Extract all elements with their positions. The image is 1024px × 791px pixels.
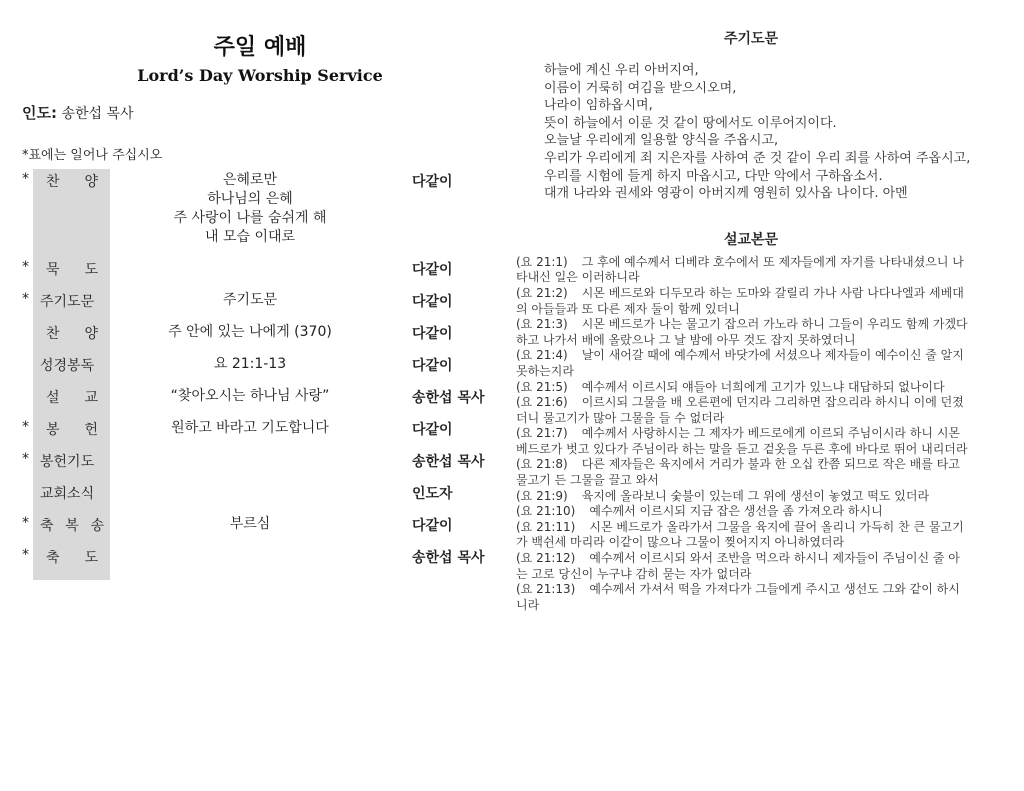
- order-leader: 다같이: [412, 518, 453, 534]
- verse-text: 시몬 베드로와 디두모라 하는 도마와 갈릴리 가나 사람 나다나엘과 세베대의 아들들과 또 다른 제자 둘이 함께 있더니: [516, 285, 964, 316]
- verse: [516, 426, 968, 457]
- verse-text: 예수께서 가셔서 떡을 가져다가 그들에게 주시고 생선도 그와 같이 하시니라: [516, 582, 960, 612]
- order-leader: 송한섭 목사: [412, 390, 485, 406]
- order-content-line: 하나님의 은혜: [207, 191, 293, 207]
- verse-text: 이르시되 그물을 배 오른편에 던지라 그리하면 잡으리라 하시니 이에 던졌더니 물고기가 많아 그물을 들 수 없더라: [516, 395, 964, 425]
- stand-marker: *: [22, 547, 29, 563]
- verse-ref: (요 21:13): [516, 582, 576, 597]
- order-content-line: 요 21:1-13: [213, 356, 287, 372]
- verse-ref: (요 21:7): [516, 426, 568, 441]
- order-item: 교회소식: [40, 486, 95, 502]
- stand-marker: *: [22, 171, 29, 187]
- verse: [516, 520, 968, 551]
- verse-text: 다른 제자들은 육지에서 거리가 불과 한 오십 칸쯤 되므로 작은 배를 타고 물고기 든 그물을 끌고 와서: [516, 457, 960, 488]
- prayer-line: 우리가 우리에게 죄 지은자를 사하여 준 것 같이 우리 죄를 사하여 주옵시고,: [544, 150, 971, 166]
- verse-text: 예수께서 사랑하시는 그 제자가 베드로에게 이르되 주님이시라 하니 시몬 베드로가 벗고 있다가 주님이라 하는 말을 듣고 겉옷을 두른 후에 바다로 뛰어 내리더라: [516, 426, 968, 456]
- verse: [516, 286, 968, 317]
- order-content: [130, 387, 370, 406]
- order-leader: 다같이: [412, 174, 453, 190]
- order-content: [130, 419, 370, 438]
- order-content-line: 주 사랑이 나를 숨쉬게 해: [173, 210, 327, 226]
- order-leader: 다같이: [412, 262, 453, 278]
- verse-text: 예수께서 이르시되 얘들아 너희에게 고기가 있느냐 대답하되 없나이다: [581, 379, 945, 394]
- verse-text: 날이 새어갈 때에 예수께서 바닷가에 서셨으나 제자들이 예수이신 줄 알지 못하는지라: [516, 348, 964, 378]
- verse: [516, 317, 968, 348]
- prayer-line: 대개 나라와 권세와 영광이 아버지께 영원히 있사옵 나이다. 아멘: [544, 186, 908, 202]
- order-content: [130, 515, 370, 534]
- leader-line: [22, 102, 134, 123]
- verse: [516, 551, 968, 582]
- order-leader: 송한섭 목사: [412, 550, 485, 566]
- order-leader: 인도자: [412, 486, 453, 502]
- order-item: 봉헌기도: [40, 454, 95, 470]
- text-panel: [516, 28, 986, 613]
- stand-marker: *: [22, 419, 29, 435]
- verse-ref: (요 21:8): [516, 457, 568, 472]
- order-content-line: 내 모습 이대로: [204, 229, 296, 245]
- prayer-line: 나라이 임하옵시며,: [544, 98, 653, 114]
- order-content-line: 은혜로만: [222, 172, 278, 188]
- order-item: 봉 헌: [46, 422, 98, 438]
- stand-marker: *: [22, 451, 29, 467]
- verse: [516, 380, 968, 396]
- order-item: 묵 도: [46, 262, 98, 278]
- stand-marker: *: [22, 515, 29, 531]
- leader-label: 인도:: [22, 104, 57, 122]
- prayer-line: 오늘날 우리에게 일용할 양식을 주옵시고,: [544, 133, 779, 149]
- order-item: 성경봉독: [40, 358, 95, 374]
- verse-text: 시몬 베드로가 나는 물고기 잡으러 가노라 하니 그들이 우리도 함께 가겠다 하고 나가서 배에 올랐으나 그 날 밤에 아무 것도 잡지 못하였더니: [516, 317, 968, 347]
- sermon-heading: 설교본문: [723, 231, 779, 248]
- prayer-line: 이름이 거룩히 여김을 받으시오며,: [544, 80, 737, 96]
- order-item: 축 도: [46, 550, 98, 566]
- verse: [516, 457, 968, 488]
- order-item: 주기도문: [40, 294, 95, 310]
- order-item: 설 교: [46, 390, 98, 406]
- order-leader: 다같이: [412, 358, 453, 374]
- order-content-line: 주 안에 있는 나에게 (370): [168, 324, 332, 340]
- prayer-line: 뜻이 하늘에서 이룬 것 같이 땅에서도 이루어지이다.: [544, 115, 837, 131]
- page-subtitle: Lord’s Day Worship Service: [137, 66, 383, 85]
- order-leader: 다같이: [412, 422, 453, 438]
- order-item: 찬 양: [46, 326, 98, 342]
- verse-ref: (요 21:11): [516, 519, 576, 534]
- order-item: 찬 양: [46, 174, 98, 190]
- verse: [516, 348, 968, 379]
- order-content-line: 주기도문: [222, 292, 278, 308]
- prayer-line: 하늘에 계신 우리 아버지여,: [544, 63, 699, 78]
- leader-name: 송한섭 목사: [61, 106, 134, 122]
- verse-ref: (요 21:4): [516, 348, 568, 363]
- verse: [516, 395, 968, 426]
- verse-list: [516, 255, 968, 614]
- prayer-line: 우리를 시험에 들게 하지 마옵시고, 다만 악에서 구하옵소서.: [544, 168, 883, 184]
- verse: [516, 255, 968, 286]
- verse: [516, 582, 968, 613]
- order-content: [130, 171, 370, 247]
- verse-ref: (요 21:12): [516, 551, 576, 566]
- order-content-line: 원하고 바라고 기도합니다: [171, 420, 329, 436]
- verse: [516, 504, 968, 520]
- order-leader: 다같이: [412, 326, 453, 342]
- verse-text: 예수께서 이르시되 지금 잡은 생선을 좀 가져오라 하시니: [589, 504, 883, 519]
- verse-text: 육지에 올라보니 숯불이 있는데 그 위에 생선이 놓였고 떡도 있더라: [581, 488, 930, 503]
- prayer-heading: 주기도문: [723, 31, 779, 47]
- order-content-line: 부르심: [229, 516, 271, 532]
- order-content: [130, 323, 370, 342]
- verse-ref: (요 21:10): [516, 504, 576, 519]
- order-content-line: “찾아오시는 하나님 사랑”: [170, 388, 330, 404]
- order-leader: 송한섭 목사: [412, 454, 485, 470]
- stand-note: *표에는 일어나 주십시오: [22, 148, 163, 163]
- stand-marker: *: [22, 291, 29, 307]
- stand-marker: *: [22, 259, 29, 275]
- order-content: [130, 291, 370, 310]
- verse-ref: (요 21:1): [516, 254, 568, 269]
- verse-text: 그 후에 예수께서 디베랴 호수에서 또 제자들에게 자기를 나타내셨으니 나타내신 일은 이러하니라: [516, 254, 964, 285]
- verse-ref: (요 21:2): [516, 285, 568, 300]
- verse-text: 예수께서 이르시되 와서 조반을 먹으라 하시니 제자들이 주님이신 줄 아는 고로 당신이 누구냐 감히 묻는 자가 없더라: [516, 551, 960, 581]
- verse-text: 시몬 베드로가 올라가서 그물을 육지에 끌어 올리니 가득히 찬 큰 물고기가 백쉰세 마리라 이같이 많으나 그물이 찢어지지 아니하였더라: [516, 519, 964, 550]
- verse-ref: (요 21:6): [516, 395, 568, 410]
- verse: [516, 489, 968, 505]
- verse-ref: (요 21:9): [516, 488, 568, 503]
- verse-ref: (요 21:3): [516, 317, 568, 332]
- order-item: 축 복 송: [40, 518, 104, 534]
- order-content: [130, 355, 370, 374]
- page-title: 주일 예배: [213, 35, 307, 60]
- verse-ref: (요 21:5): [516, 379, 568, 394]
- order-leader: 다같이: [412, 294, 453, 310]
- prayer-text: [544, 62, 984, 203]
